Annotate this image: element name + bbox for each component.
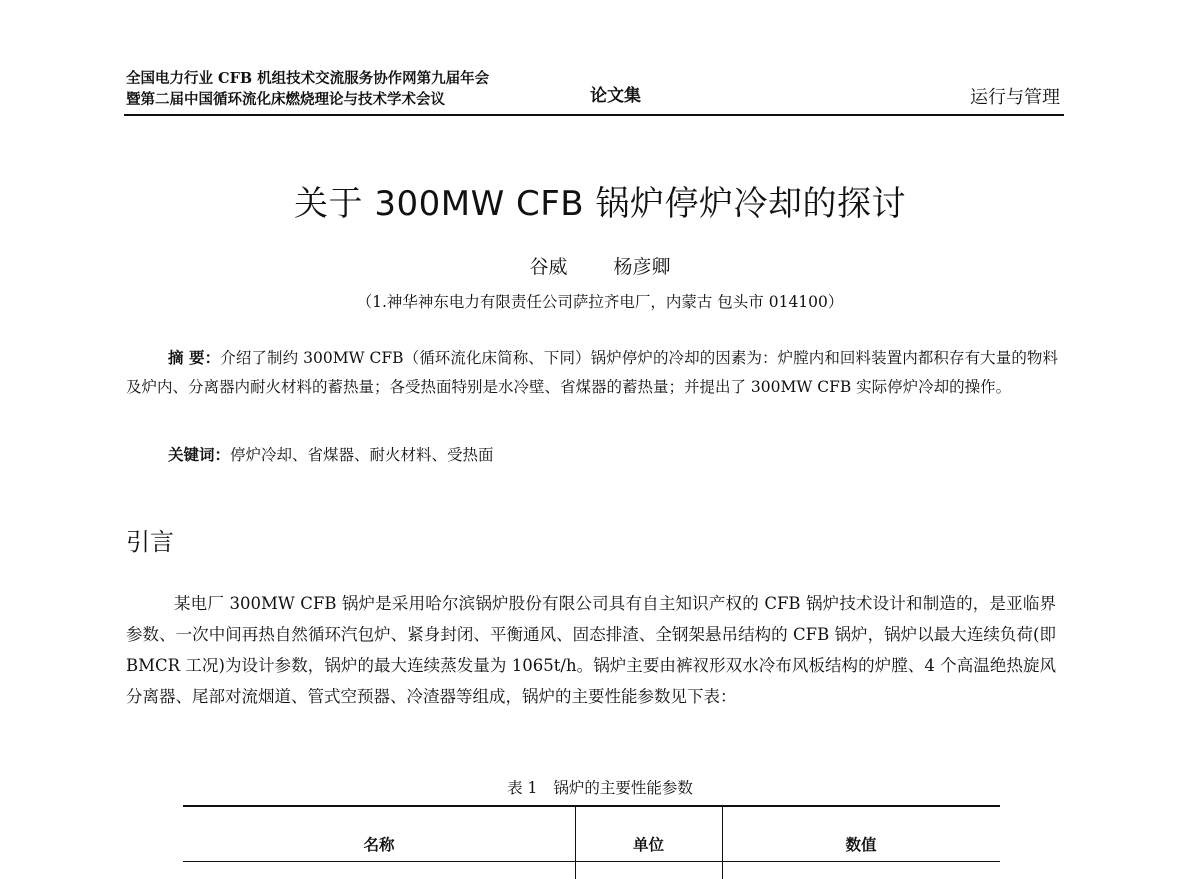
author-2: 杨彦卿 bbox=[613, 256, 671, 278]
abstract-text: 介绍了制约 300MW CFB（循环流化床简称、下同）锅炉停炉的冷却的因素为：炉膛内和回料装置内都积存有大量的物料及炉内、分离器内耐火材料的蓄热量；各受热面特别是水冷壁、省煤器的蓄热量；并提出了 300MW CFB 实际停炉冷却的操作。 bbox=[126, 349, 1058, 396]
abstract bbox=[126, 343, 1058, 402]
table-caption-number: 表 1 bbox=[507, 779, 538, 797]
table-caption bbox=[0, 776, 1200, 798]
abstract-label: 摘 要： bbox=[168, 348, 221, 367]
authors bbox=[0, 252, 1200, 279]
conference-line-2: 暨第二届中国循环流化床燃烧理论与技术学术会议 bbox=[126, 91, 445, 108]
table-header-rule bbox=[183, 861, 1000, 862]
conference-name bbox=[126, 68, 489, 110]
header-rule bbox=[124, 114, 1064, 116]
table-header-value: 数值 bbox=[845, 835, 877, 854]
table-caption-text: 锅炉的主要性能参数 bbox=[553, 779, 693, 797]
keywords bbox=[168, 443, 494, 465]
author-1: 谷威 bbox=[529, 256, 568, 278]
affiliation: （1.神华神东电力有限责任公司萨拉齐电厂，内蒙古 包头市 014100） bbox=[356, 293, 844, 311]
paper-title: 关于 300MW CFB 锅炉停炉冷却的探讨 bbox=[294, 184, 906, 224]
keywords-text: 停炉冷却、省煤器、耐火材料、受热面 bbox=[230, 446, 494, 464]
table-header-name: 名称 bbox=[363, 835, 395, 854]
section-heading: 引言 bbox=[126, 528, 174, 556]
table-header-unit: 单位 bbox=[632, 835, 664, 854]
keywords-label: 关键词： bbox=[168, 445, 231, 464]
body-paragraph: 某电厂 300MW CFB 锅炉是采用哈尔滨锅炉股份有限公司具有自主知识产权的 CFB 锅炉技术设计和制造的，是亚临界参数、一次中间再热自然循环汽包炉、紧身封闭、平衡通风、固态排渣、全钢架悬吊结构的 CFB 锅炉，锅炉以最大连续负荷(即 BMCR 工况)为设计参数，锅炉的最大连续蒸发量为 1065t/h。锅炉主要由裤衩形双水冷布风板结构的炉膛、4 个高温绝热旋风分离器、尾部对流烟道、管式空预器、冷渣器等组成，锅炉的主要性能参数见下表： bbox=[126, 594, 1056, 706]
table-top-rule bbox=[183, 805, 1000, 807]
conference-line-1: 全国电力行业 CFB 机组技术交流服务协作网第九届年会 bbox=[126, 70, 490, 87]
collection-label: 论文集 bbox=[590, 86, 641, 106]
section-label: 运行与管理 bbox=[970, 87, 1060, 108]
